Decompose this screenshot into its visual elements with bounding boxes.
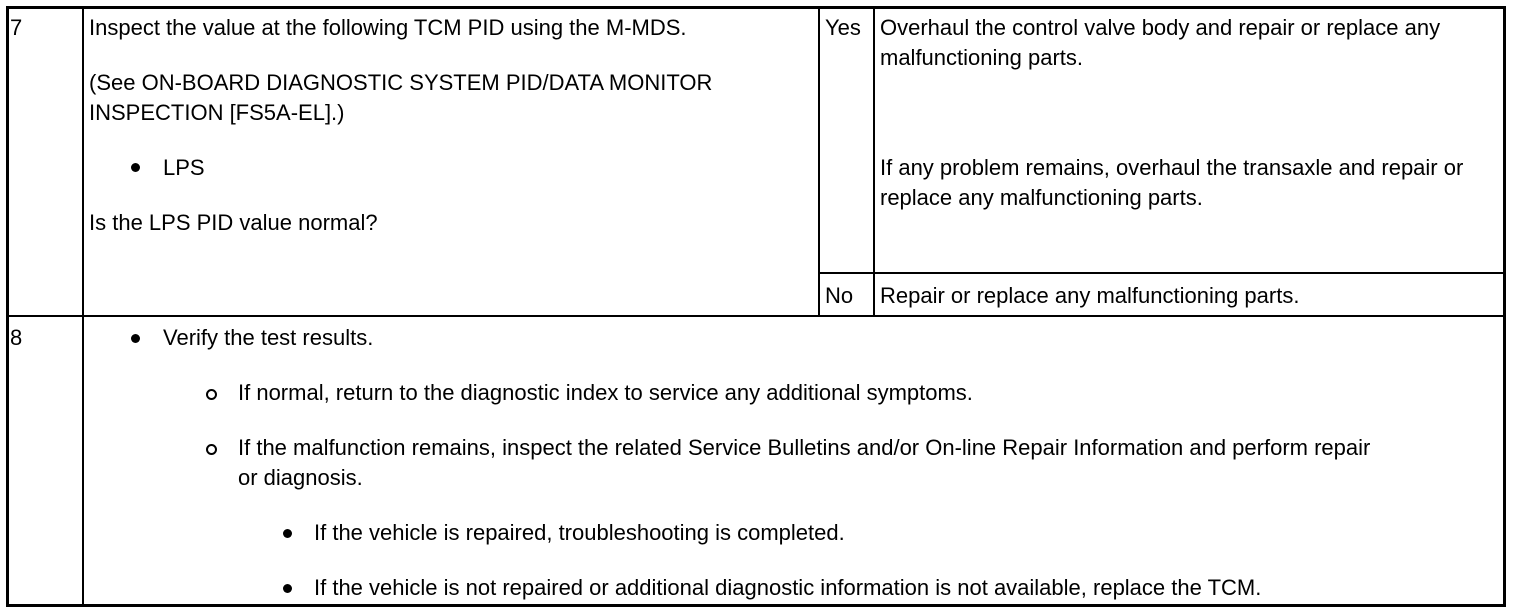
bullet-icon xyxy=(283,584,292,593)
step-number: 8 xyxy=(10,325,23,350)
action-bullet-item: LPS xyxy=(163,155,205,180)
sub-sub-item-not-repaired: If the vehicle is not repaired or additional diagnostic information is not available, replace the TCM. xyxy=(314,575,1262,600)
column-divider-result xyxy=(873,6,875,317)
sub-item-malfunction: If the malfunction remains, inspect the related Service Bulletins and/or On-line Repair Information and perform repair or diagnosis. xyxy=(238,435,1371,490)
no-label: No xyxy=(825,283,854,308)
bullet-icon xyxy=(283,529,292,538)
action-intro: Inspect the value at the following TCM PID using the M-MDS. xyxy=(89,15,687,40)
bullet-icon xyxy=(131,163,140,172)
ring-bullet-icon xyxy=(206,444,217,455)
column-divider-step xyxy=(82,6,84,607)
yes-result-text-2: If any problem remains, overhaul the transaxle and repair or replace any malfunctioning parts. xyxy=(880,155,1464,210)
action-reference: (See ON-BOARD DIAGNOSTIC SYSTEM PID/DATA MONITOR INSPECTION [FS5A-EL].) xyxy=(89,70,713,125)
step-number: 7 xyxy=(10,15,23,40)
no-result-text: Repair or replace any malfunctioning parts. xyxy=(880,283,1300,308)
row-divider-step8 xyxy=(6,315,1506,317)
sub-item-normal: If normal, return to the diagnostic index to service any additional symptoms. xyxy=(238,380,973,405)
yes-result-text-1: Overhaul the control valve body and repair or replace any malfunctioning parts. xyxy=(880,15,1441,70)
column-divider-yes-no xyxy=(818,6,820,317)
row-divider-no xyxy=(818,272,1506,274)
action-question: Is the LPS PID value normal? xyxy=(89,210,378,235)
sub-sub-item-repaired: If the vehicle is repaired, troubleshooting is completed. xyxy=(314,520,845,545)
ring-bullet-icon xyxy=(206,389,217,400)
yes-label: Yes xyxy=(825,15,861,40)
bullet-icon xyxy=(131,334,140,343)
verify-bullet: Verify the test results. xyxy=(163,325,374,350)
